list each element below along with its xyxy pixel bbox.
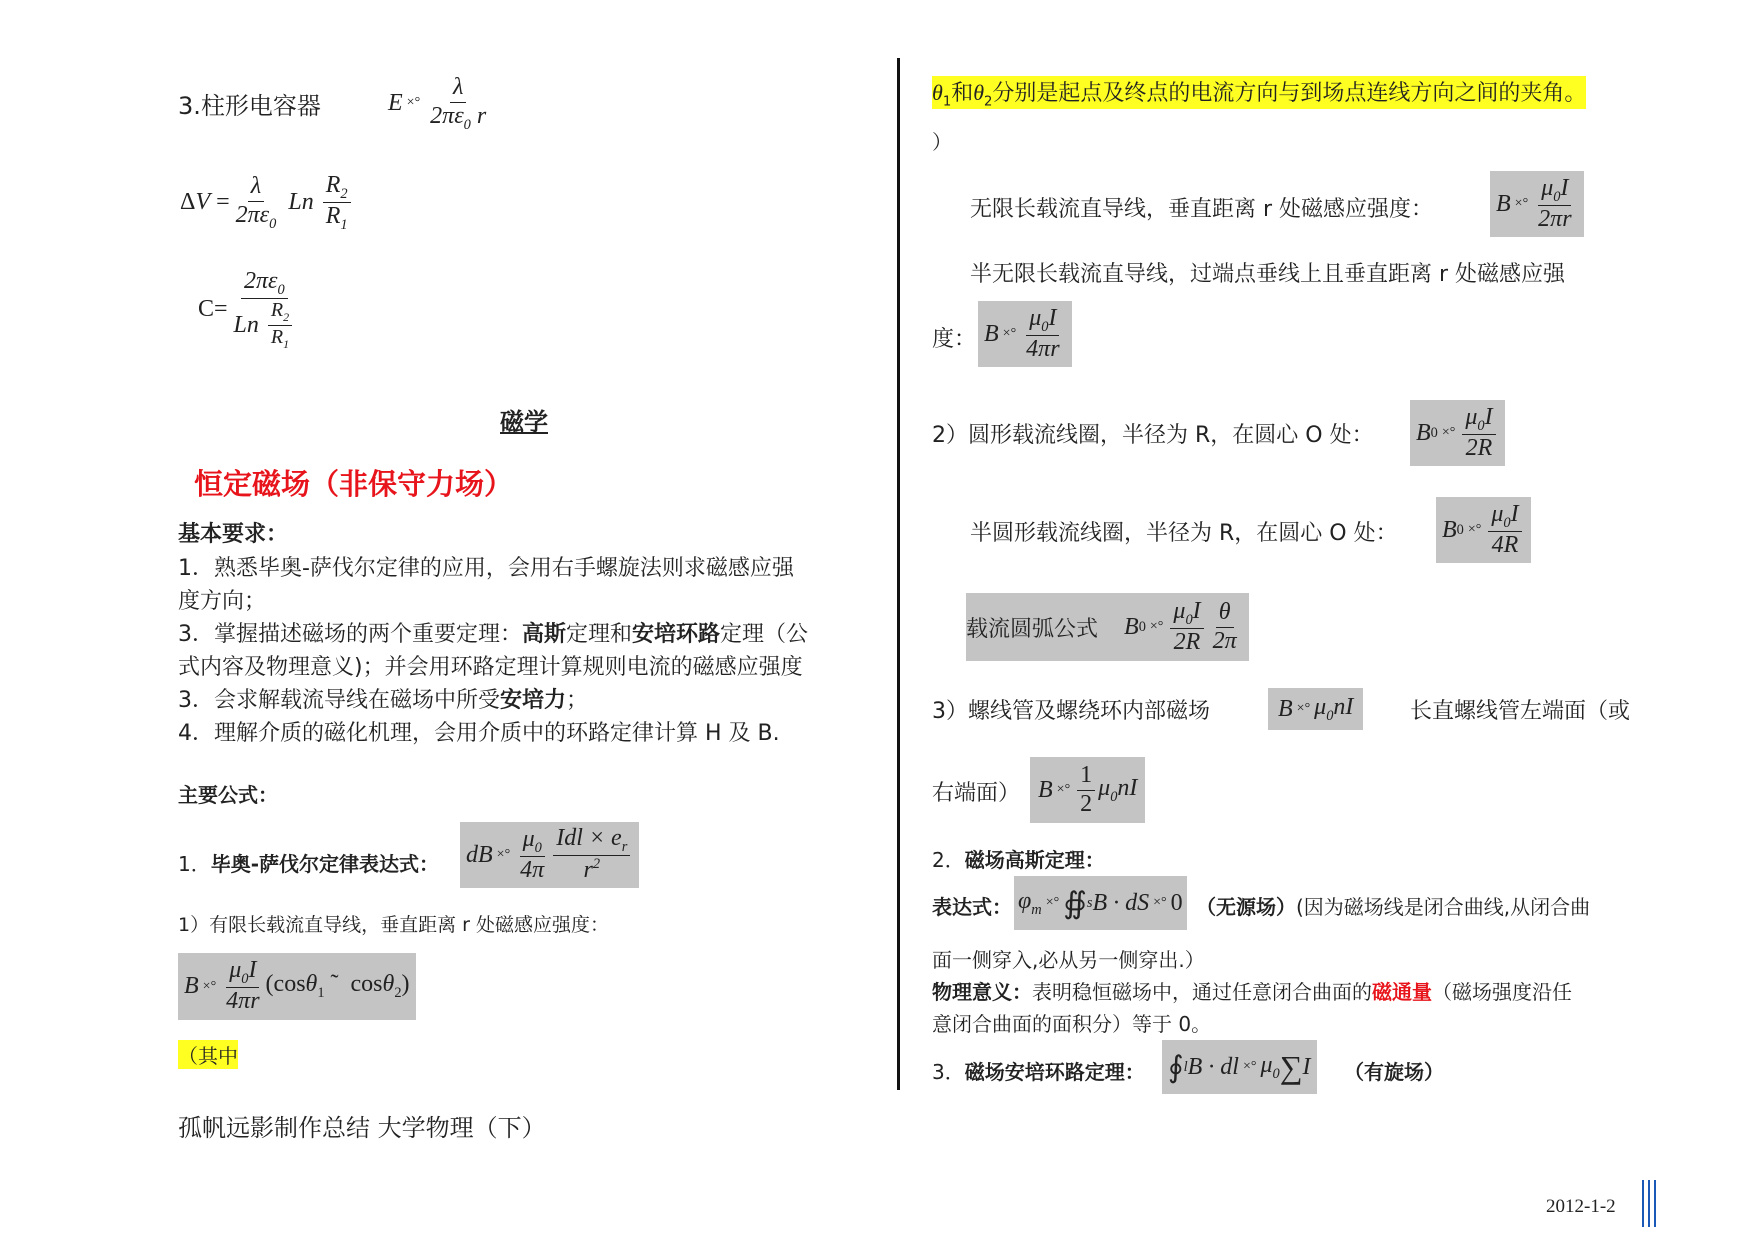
infinite-wire-label: 无限长载流直导线，垂直距离 r 处磁感应强度： [970,197,1434,222]
gauss-title: 2．磁场高斯定理： [932,848,1105,872]
ampere-title: 3．磁场安培环路定理： [932,1060,1145,1084]
semicircle-loop-formula: B 0 ×° $\frac{\mu_0I}{4R}$ [1436,497,1531,563]
biot-savart-formula: dB ×° $\frac{\mu_0}{4\pi}$ $\frac{Idl \times e_r}{r^2}$ [460,822,639,888]
close-paren: ） [932,130,952,154]
semi-infinite-formula: B ×° $\frac{\mu_0I}{4\pi r}$ [978,301,1072,367]
rotational-label: （有旋场） [1344,1060,1444,1084]
circle-loop-label: 2）圆形载流线圈，半径为 R，在圆心 O 处： [932,423,1374,448]
circle-loop-formula: B 0 ×° $\frac{\mu_0I}{2R}$ [1410,400,1505,466]
potential-diff-formula: Δ V = $\frac{\lambda}{2\pi\varepsilon_0}$ Ln $\frac{R_2}{R_1}$ [180,172,354,234]
solenoid-label-c: 右端面） [932,781,1021,806]
page-date: 2012-1-2 [1546,1196,1616,1217]
magnetism-title: 磁学 [500,408,548,436]
arc-formula-box: 载流圆弧公式 B 0 ×° $\frac{\mu_0I}{2R}$ $\frac{\theta}{2\pi}$ [966,593,1249,661]
biot-savart-label: 1．毕奥-萨伐尔定律表达式： [178,852,440,876]
semi-infinite-label-a: 半无限长载流直导线，过端点垂线上且垂直距离 r 处磁感应强 [970,262,1566,287]
main-formula-title: 主要公式： [178,783,278,807]
req-item-4: 4．理解介质的磁化机理，会用介质中的环路定律计算 H 及 B. [178,721,780,746]
theta-note: $\theta_1$和$\theta_2$分别是起点及终点的电流方向与到场点连线方向之间的夹角。 [932,76,1586,109]
where-label: （其中 [178,1040,238,1069]
infinite-wire-formula: B ×° $\frac{\mu_0I}{2\pi r}$ [1490,171,1584,237]
gauss-explanation-a: （无源场）(因为磁场线是闭合曲线,从闭合曲 [1196,895,1591,919]
no-source-label: （无源场） [1196,895,1296,919]
physical-meaning-a: 物理意义：表明稳恒磁场中，通过任意闭合曲面的磁通量（磁场强度沿任 [932,980,1572,1004]
basic-req-title: 基本要求： [178,522,289,547]
section-title: 恒定磁场（非保守力场） [194,467,514,501]
deco-line-1 [1642,1180,1644,1227]
gauss-formula: $\varphi_m$ ×° ∯ s B · dS ×° 0 [1014,876,1187,930]
physical-meaning-b: 意闭合曲面的面积分）等于 0。 [932,1012,1212,1036]
cylinder-label: 3.柱形电容器 [178,92,321,120]
column-divider [897,58,900,1090]
solenoid-formula: B ×° $\mu_0nI$ [1268,688,1363,730]
req-item-1a: 1．熟悉毕奥-萨伐尔定律的应用，会用右手螺旋法则求磁感应强 [178,556,794,581]
semicircle-loop-label: 半圆形载流线圈，半径为 R，在圆心 O 处： [970,521,1398,546]
finite-wire-formula: B ×° $\frac{\mu_0I}{4\pi r}$ (cosθ$_1$ ˜ cosθ$_2$) [178,953,416,1020]
expr-label: 表达式： [932,895,1012,919]
req-item-1b: 度方向； [178,589,267,614]
solenoid-end-formula: B ×° $\frac{1}{2}$ $\mu_0nI$ [1030,757,1145,823]
ampere-formula: ∮ l B · dl ×° $\mu_0$ ∑ I [1162,1040,1317,1094]
footer-author: 孤帆远影制作总结 大学物理（下） [178,1114,546,1142]
semi-infinite-label-b: 度： [932,327,977,352]
deco-line-3 [1654,1180,1656,1227]
cylinder-e-formula: E ×° $\frac{\lambda}{2\pi\varepsilon_0 r}$ [388,74,487,133]
deco-line-2 [1648,1180,1650,1227]
req-item-2b: 式内容及物理意义)；并会用环路定理计算规则电流的磁感应强度 [178,655,803,680]
req-item-2a: 3．掌握描述磁场的两个重要定理：高斯定理和安培环路定理（公 [178,622,809,647]
arc-label: 载流圆弧公式 [966,616,1099,642]
req-item-3: 3．会求解载流导线在磁场中所受安培力； [178,688,589,713]
capacitance-formula: C= $2\pi\varepsilon_0$ Ln $\frac{R_2}{R_1}$ [198,268,301,352]
solenoid-label-a: 3）螺线管及螺绕环内部磁场 [932,699,1210,724]
solenoid-label-b: 长直螺线管左端面（或 [1410,699,1631,724]
finite-wire-label: 1）有限长载流直导线，垂直距离 r 处磁感应强度： [178,914,609,936]
gauss-explanation-b: 面一侧穿入,必从另一侧穿出.） [932,948,1205,972]
